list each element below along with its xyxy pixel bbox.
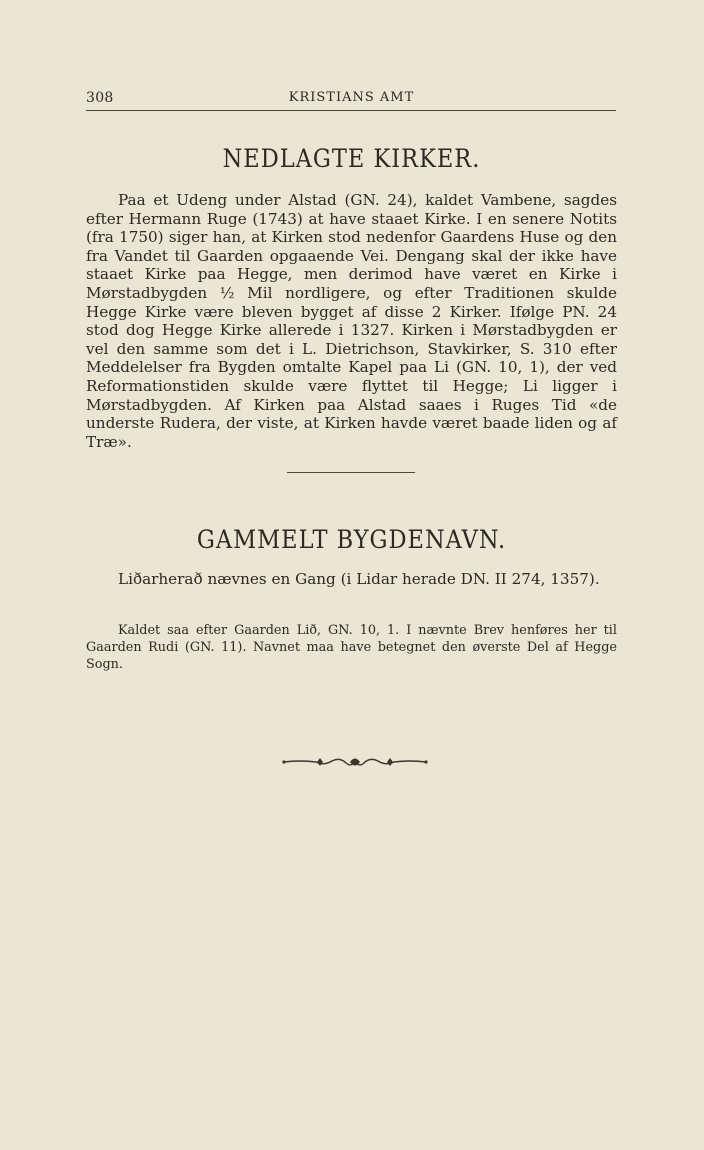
section-paragraph-kirker: Paa et Udeng under Alstad (GN. 24), kaldet Vambene, sagdes efter Hermann Ruge (1743) at have staaet Kirke. I en senere Notits (fra 1750) siger han, at Kirken stod nedenfor Gaardens Huse og den fra Vandet til Gaarden opgaaende Vei. Dengang skal der ikke have staaet Kirke paa Hegge, men derimod have været en Kirke i Mørstadbygden ½ Mil nordligere, og efter Traditionen skulde Hegge Kirke være bleven bygget af disse 2 Kirker. Ifølge PN. 24 stod dog Hegge Kirke allerede i 1327. Kirken i Mørstadbygden er vel den samme som det i L. Dietrichson, Stavkirker, S. 310 efter Meddelelser fra Bygden omtalte Kapel paa Li (GN. 10, 1), der ved Reformationstiden skulde være flyttet til Hegge; Li ligger i Mørstadbygden. Af Kirken paa Alstad saaes i Ruges Tid «de underste Rudera, der viste, at Kirken havde været baade liden og af Træ».	[86, 191, 617, 451]
section-heading-nedlagte-kirker: NEDLAGTE KIRKER.	[222, 144, 481, 173]
footnote-paragraph: Kaldet saa efter Gaarden Lið, GN. 10, 1. I nævnte Brev henføres her til Gaarden Rudi (GN. 11). Navnet maa have betegnet den øverste Del af Hegge Sogn.	[86, 623, 617, 672]
running-title: KRISTIANS AMT	[288, 90, 415, 105]
section-paragraph-bygdenavn: Liðarherað nævnes en Gang (i Lidar herade DN. II 274, 1357).	[118, 570, 600, 588]
running-head	[86, 90, 617, 110]
page-number: 308	[86, 90, 114, 106]
section-divider	[287, 472, 415, 473]
ornament-icon	[280, 752, 430, 772]
header-rule	[86, 110, 616, 111]
section-heading-gammelt-bygdenavn: GAMMELT BYGDENAVN.	[196, 525, 507, 554]
